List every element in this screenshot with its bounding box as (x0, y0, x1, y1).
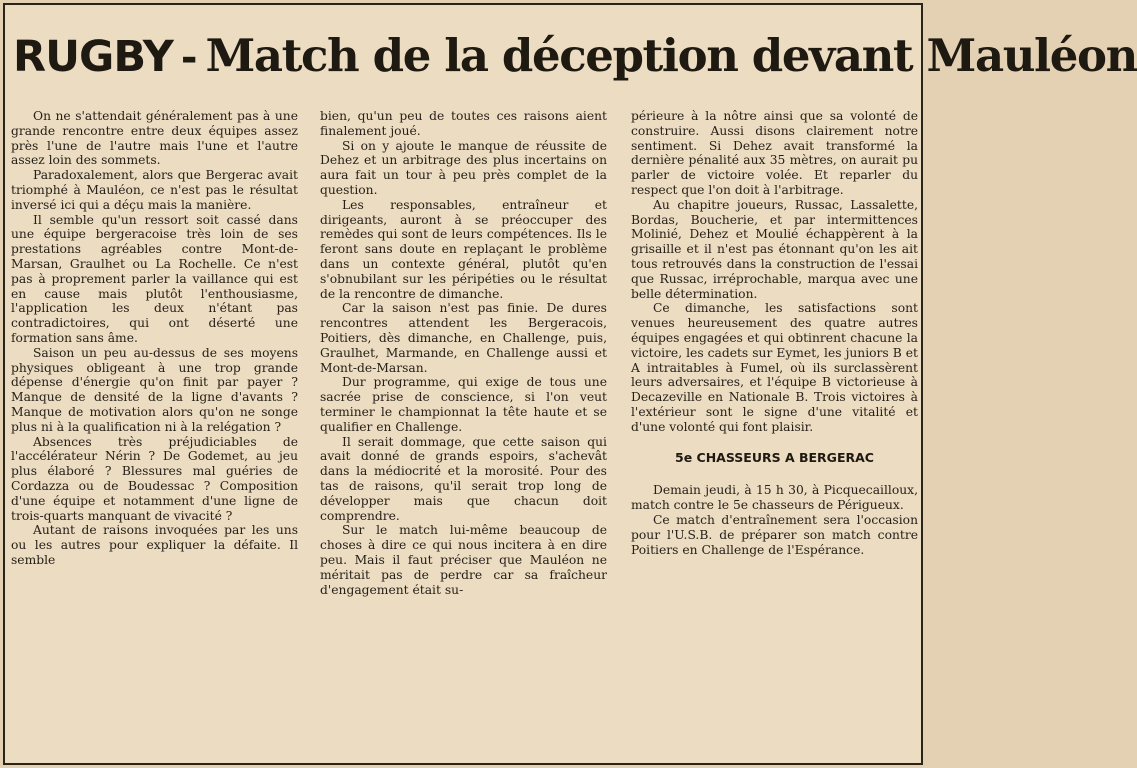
paragraph: Il semble qu'un ressort soit cassé dans une équipe bergeracoise très loin de ses prestations agréables contre Mont-de-Marsan, Graulhet ou La Rochelle. Ce n'est pas à proprement parler la vaillance qui est en cause mais plutôt l'enthousiasme, l'application les deux n'étant pas contradictoires, qui ont déserté une formation sans âme. (11, 212, 298, 345)
paragraph: Absences très préjudiciables de l'accélérateur Nérin ? De Godemet, au jeu plus élaboré ? Blessures mal guéries de Cordazza ou de Boudessac ? Composition d'une équipe et notamment d'une ligne de trois-quarts manquant de vivacité ? (11, 434, 298, 523)
headline-sport: RUGBY (13, 32, 173, 82)
article-column-3 (631, 109, 918, 557)
newspaper-clipping (3, 3, 1137, 765)
paragraph: Dur programme, qui exige de tous une sacrée prise de conscience, si l'on veut terminer le championnat la tête haute et se qualifier en Challenge. (320, 375, 607, 434)
headline-title: Match de la déception devant Mauléon (205, 29, 1137, 82)
paragraph: Car la saison n'est pas finie. De dures rencontres attendent les Bergeracois, Poitiers, dès dimanche, en Challenge, puis, Graulhet, Marmande, en Challenge aussi et Mont-de-Marsan. (320, 301, 607, 375)
paragraph: Demain jeudi, à 15 h 30, à Picquecailloux, match contre le 5e chasseurs de Périgueux. (631, 483, 918, 513)
paragraph: périeure à la nôtre ainsi que sa volonté de construire. Aussi disons clairement notre sentiment. Si Dehez avait transformé la dernière pénalité aux 35 mètres, on aurait pu parler de victoire volée. Et reparler du respect que l'on doit à l'arbitrage. (631, 109, 918, 197)
article-column-1 (11, 109, 298, 568)
paragraph: Sur le match lui-même beaucoup de choses à dire ce qui nous incitera à en dire peu. Mais il faut préciser que Mauléon ne méritait pas de perdre car sa fraîcheur d'engagement était su- (320, 523, 607, 597)
paragraph: Si on y ajoute le manque de réussite de Dehez et un arbitrage des plus incertains on aura fait un tour à peu près complet de la question. (320, 138, 607, 197)
paragraph: Ce match d'entraînement sera l'occasion pour l'U.S.B. de préparer son match contre Poitiers en Challenge de l'Espérance. (631, 512, 918, 557)
paragraph: Il serait dommage, que cette saison qui avait donné de grands espoirs, s'achevât dans la médiocrité et la morosité. Pour des tas de raisons, qu'il serait trop long de développer mais que chacun doit comprendre. (320, 434, 607, 523)
headline (13, 17, 1137, 95)
paragraph: On ne s'attendait généralement pas à une grande rencontre entre deux équipes assez près l'une de l'autre mais l'une et l'autre assez loin des sommets. (11, 109, 298, 168)
subheading: 5e CHASSEURS A BERGERAC (675, 449, 874, 465)
paragraph: Les responsables, entraîneur et dirigeants, auront à se préoccuper des remèdes qui sont de leurs compétences. Ils le feront sans doute en replaçant le problème dans un contexte général, plutôt qu'en s'obnubilant sur les péripéties ou le résultat de la rencontre de dimanche. (320, 197, 607, 301)
paragraph: bien, qu'un peu de toutes ces raisons aient finalement joué. (320, 109, 607, 138)
paragraph: Ce dimanche, les satisfactions sont venues heureusement des quatre autres équipes engagées et qui obtinrent chacune la victoire, les cadets sur Eymet, les juniors B et A intraitables à Fumel, où ils surclassèrent leurs adversaires, et l'équipe B victorieuse à Decazeville en Nationale B. Trois victoires à l'extérieur sont le signe d'une vitalité et d'une volonté qui font plaisir. (631, 301, 918, 434)
paragraph: Saison un peu au-dessus de ses moyens physiques obligeant à une trop grande dépense d'énergie qu'on finit par payer ? Manque de densité de la ligne d'avants ? Manque de motivation alors qu'on ne songe plus ni à la qualification ni à la relégation ? (11, 345, 298, 434)
paragraph: Au chapitre joueurs, Russac, Lassalette, Bordas, Boucherie, et par intermittences Molinié, Dehez et Moulié échappèrent à la grisaille et il n'est pas étonnant qu'on les ait tous retrouvés dans la construction de l'essai que Russac, irréprochable, marqua avec une belle détermination. (631, 197, 918, 301)
headline-separator: - (180, 35, 198, 81)
paragraph: Autant de raisons invoquées par les uns ou les autres pour expliquer la défaite. Il semble (11, 523, 298, 567)
paragraph: Paradoxalement, alors que Bergerac avait triomphé à Mauléon, ce n'est pas le résultat inversé ici qui a déçu mais la manière. (11, 168, 298, 212)
article-column-2 (320, 109, 607, 597)
